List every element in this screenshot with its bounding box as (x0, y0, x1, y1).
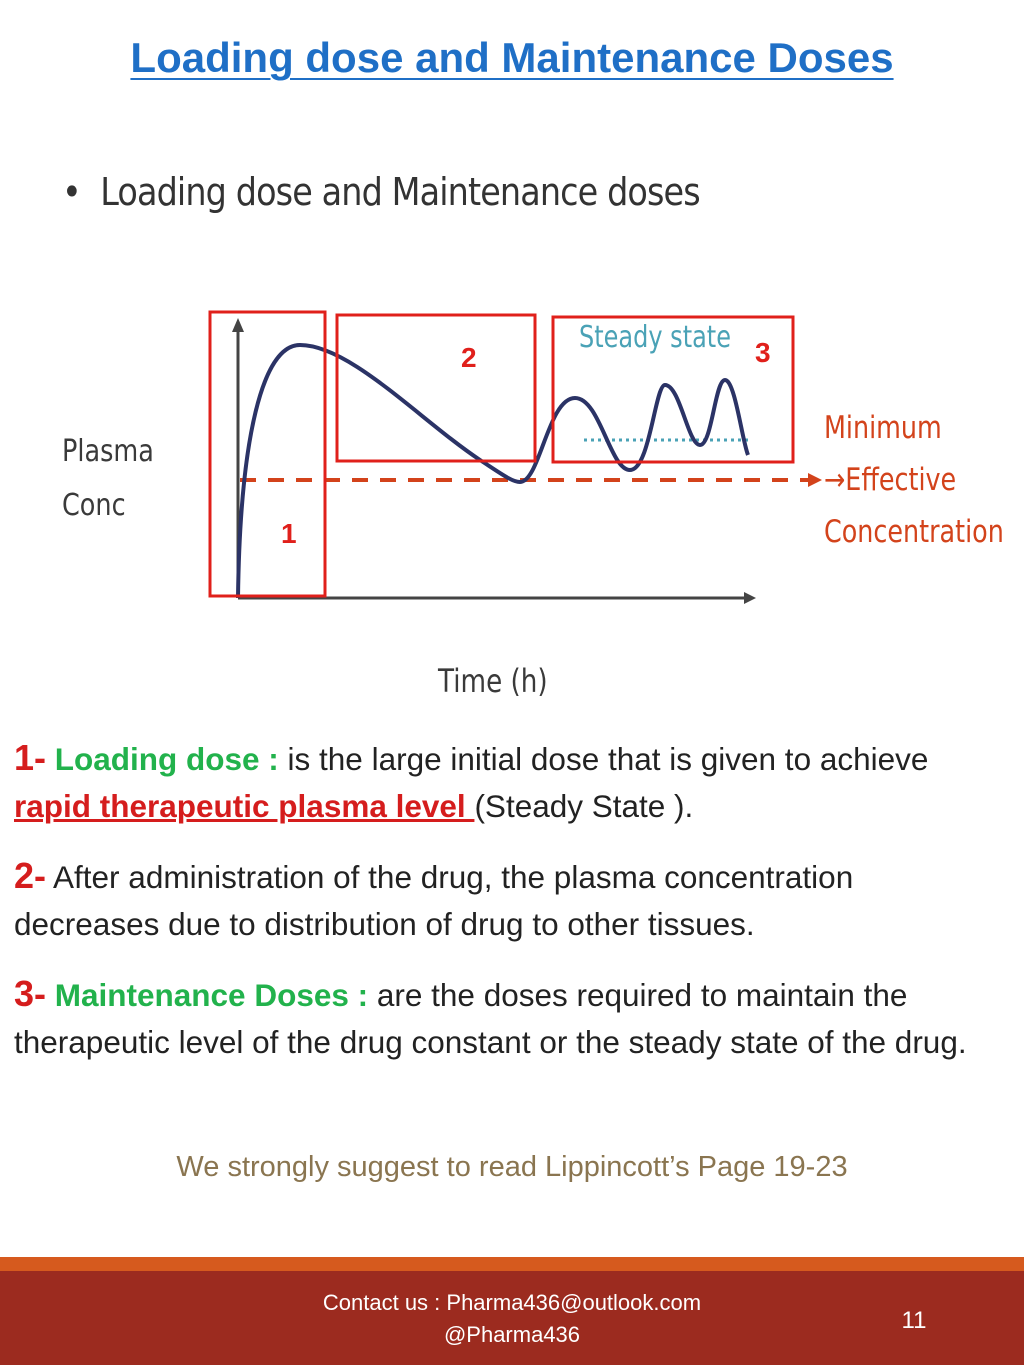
x-axis-label: Time (h) (438, 662, 548, 700)
y-label-line2: Conc (62, 488, 126, 523)
explanation-list (14, 734, 1004, 1088)
point-3-text: are the doses required to maintain the therapeutic level of the drug constant or the steady state of the drug. (14, 977, 967, 1060)
contact-handle[interactable]: @Pharma436 (443, 1322, 581, 1347)
point-2-number: 2- (14, 855, 47, 896)
box-number-2: 2 (461, 342, 477, 373)
point-2-text: After administration of the drug, the plasma concentration decreases due to distribution of drug to other tissues. (14, 859, 854, 942)
footer-accent-line (0, 1257, 1024, 1271)
point-1-number: 1- (14, 737, 47, 778)
mec-arrowhead (808, 473, 822, 487)
y-axis-arrow (232, 318, 244, 332)
figure-heading (62, 170, 700, 214)
contact-email[interactable]: Contact us : Pharma436@outlook.com (322, 1290, 702, 1315)
mec-line2: →Effective (824, 462, 957, 498)
box-number-3: 3 (755, 337, 771, 368)
point-2 (14, 852, 1004, 948)
reading-suggestion: We strongly suggest to read Lippincott’s Page 19-23 (176, 1151, 848, 1183)
y-axis-label (62, 425, 154, 533)
footer (0, 1257, 1024, 1365)
pk-figure (0, 140, 1024, 730)
point-3 (14, 970, 1004, 1066)
region-box-2 (337, 315, 535, 461)
point-1-text: is the large initial dose that is given to achieve (278, 741, 929, 777)
box-number-1: 1 (281, 518, 297, 549)
point-1-highlight: rapid therapeutic plasma level (14, 788, 475, 824)
x-axis-arrow (744, 592, 756, 604)
y-label-line1: Plasma (62, 434, 154, 469)
figure-heading-text: Loading dose and Maintenance doses (100, 170, 700, 214)
mec-line3: Concentration (824, 514, 1004, 550)
point-3-number: 3- (14, 973, 47, 1014)
region-box-1 (210, 312, 325, 596)
mec-line1: Minimum (824, 410, 942, 446)
point-1 (14, 734, 1004, 830)
concentration-curve (238, 345, 748, 598)
mec-label (824, 402, 1004, 558)
point-3-term: Maintenance Doses : (54, 977, 369, 1013)
contact-info (0, 1287, 1024, 1351)
slide-title: Loading dose and Maintenance Doses (130, 34, 894, 81)
point-1-term: Loading dose : (54, 741, 279, 777)
figure-heading-bullet: • (62, 170, 81, 214)
steady-state-label: Steady state (579, 320, 731, 355)
point-1-tail: (Steady State ). (474, 788, 694, 824)
page-number: 11 (901, 1307, 927, 1334)
